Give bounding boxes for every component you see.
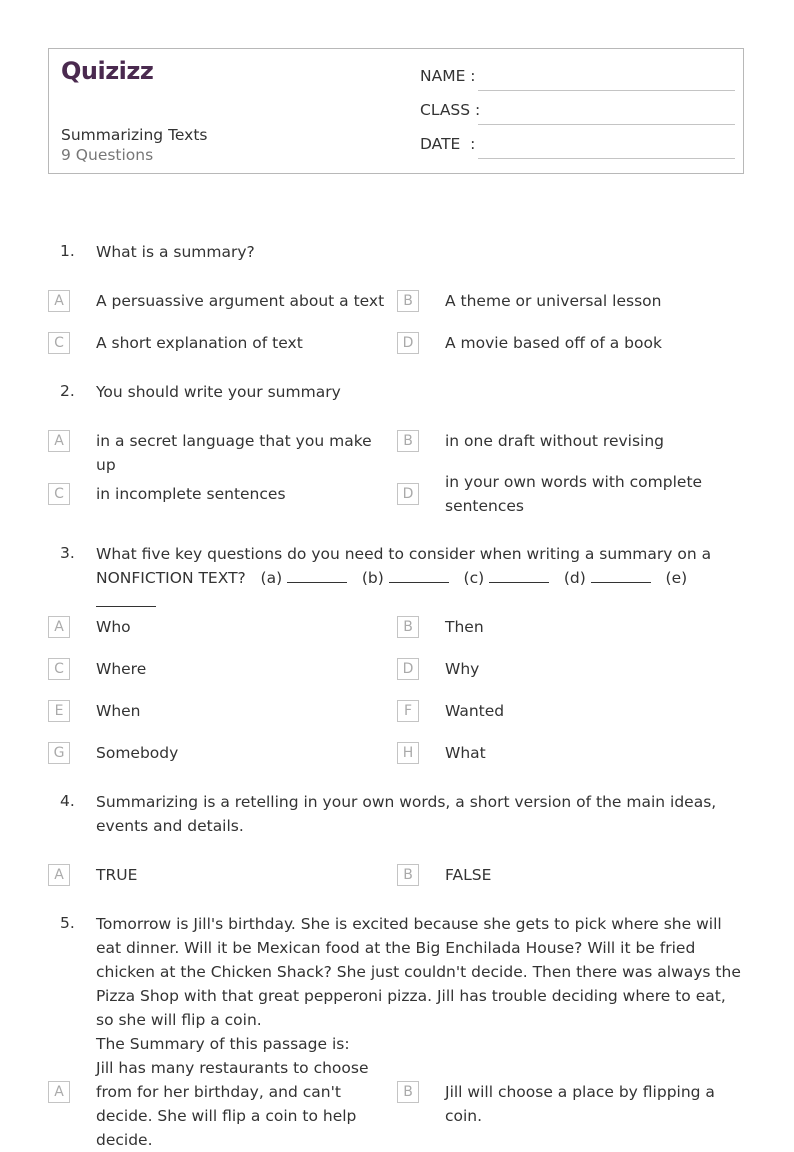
- option-letter-box[interactable]: H: [397, 742, 419, 764]
- option-text[interactable]: Jill will choose a place by flipping a coin.: [445, 1083, 715, 1125]
- option-letter-box[interactable]: C: [48, 483, 70, 505]
- question-text: Summarizing is a retelling in your own words, a short version of the main ideas, events and details.: [96, 793, 717, 835]
- class-label: CLASS :: [420, 101, 481, 119]
- option-text[interactable]: in one draft without revising: [445, 432, 665, 450]
- worksheet-header: [48, 48, 744, 174]
- option-letter-box[interactable]: A: [48, 616, 70, 638]
- option-text[interactable]: A theme or universal lesson: [445, 292, 662, 310]
- option-letter-box[interactable]: C: [48, 658, 70, 680]
- answer-blank[interactable]: [96, 592, 156, 607]
- option-text[interactable]: FALSE: [445, 866, 492, 884]
- name-field[interactable]: [420, 67, 735, 91]
- option-letter-box[interactable]: A: [48, 430, 70, 452]
- answer-blank[interactable]: [287, 568, 347, 583]
- option-text[interactable]: When: [96, 702, 141, 720]
- blank-label: (a): [260, 569, 283, 587]
- question-text: [96, 912, 744, 1056]
- blank-label: (c): [463, 569, 485, 587]
- option-text[interactable]: A short explanation of text: [96, 334, 303, 352]
- option-text[interactable]: Where: [96, 660, 147, 678]
- question-text-line: [96, 566, 744, 614]
- question-number: 1.: [60, 242, 75, 260]
- option-text[interactable]: TRUE: [96, 866, 138, 884]
- question-text: [96, 542, 744, 614]
- option-text[interactable]: Then: [445, 618, 484, 636]
- question-text-prefix: NONFICTION TEXT?: [96, 569, 246, 587]
- option-letter-box[interactable]: G: [48, 742, 70, 764]
- option-text[interactable]: in a secret language that you make up: [96, 432, 372, 474]
- option-letter-box[interactable]: C: [48, 332, 70, 354]
- option-letter-box[interactable]: B: [397, 290, 419, 312]
- option-text[interactable]: A movie based off of a book: [445, 334, 662, 352]
- option-text[interactable]: A persuassive argument about a text: [96, 292, 385, 310]
- option-letter-box[interactable]: F: [397, 700, 419, 722]
- option-letter-box[interactable]: B: [397, 616, 419, 638]
- option-text[interactable]: in your own words with complete sentences: [445, 473, 703, 515]
- question-number: 3.: [60, 544, 75, 562]
- option-letter-box[interactable]: B: [397, 864, 419, 886]
- question-number: 4.: [60, 792, 75, 810]
- option-letter-box[interactable]: E: [48, 700, 70, 722]
- date-field[interactable]: [420, 135, 735, 159]
- option-text[interactable]: Who: [96, 618, 131, 636]
- question-count: 9 Questions: [61, 146, 154, 164]
- option-letter-box[interactable]: B: [397, 1081, 419, 1103]
- option-letter-box[interactable]: B: [397, 430, 419, 452]
- name-label: NAME :: [420, 67, 476, 85]
- blank-label: (e): [665, 569, 688, 587]
- class-field[interactable]: [420, 101, 735, 125]
- worksheet-title: Summarizing Texts: [61, 126, 208, 144]
- passage-prompt: The Summary of this passage is:: [96, 1035, 350, 1053]
- date-label: DATE :: [420, 135, 476, 153]
- option-text[interactable]: Why: [445, 660, 480, 678]
- option-text[interactable]: Wanted: [445, 702, 505, 720]
- name-line[interactable]: [478, 90, 735, 91]
- option-text[interactable]: What: [445, 744, 486, 762]
- quizizz-logo: Quizizz: [61, 57, 154, 85]
- option-letter-box[interactable]: A: [48, 864, 70, 886]
- passage-text: Tomorrow is Jill's birthday. She is excited because she gets to pick where she will eat dinner. Will it be Mexican food at the Big Enchilada House? Will it be fried chicken at the Chicken Shack? She just couldn't decide. Then there was always the Pizza Shop with that great pepperoni pizza. Jill has trouble deciding where to eat, so she will flip a coin.: [96, 915, 741, 1029]
- option-letter-box[interactable]: A: [48, 290, 70, 312]
- class-line[interactable]: [478, 124, 735, 125]
- option-text[interactable]: in incomplete sentences: [96, 485, 286, 503]
- date-line[interactable]: [478, 158, 735, 159]
- question-text: What is a summary?: [96, 243, 255, 261]
- option-letter-box[interactable]: D: [397, 483, 419, 505]
- question-number: 5.: [60, 914, 75, 932]
- answer-blank[interactable]: [591, 568, 651, 583]
- answer-blank[interactable]: [389, 568, 449, 583]
- option-text[interactable]: Somebody: [96, 744, 179, 762]
- option-text[interactable]: Jill has many restaurants to choose from for her birthday, and can't decide. She will flip a coin to help decide.: [96, 1059, 369, 1149]
- question-text-line: What five key questions do you need to consider when writing a summary on a: [96, 545, 712, 563]
- blank-label: (d): [563, 569, 586, 587]
- question-text: You should write your summary: [96, 383, 341, 401]
- option-letter-box[interactable]: A: [48, 1081, 70, 1103]
- option-letter-box[interactable]: D: [397, 658, 419, 680]
- answer-blank[interactable]: [489, 568, 549, 583]
- question-number: 2.: [60, 382, 75, 400]
- blank-label: (b): [361, 569, 384, 587]
- option-letter-box[interactable]: D: [397, 332, 419, 354]
